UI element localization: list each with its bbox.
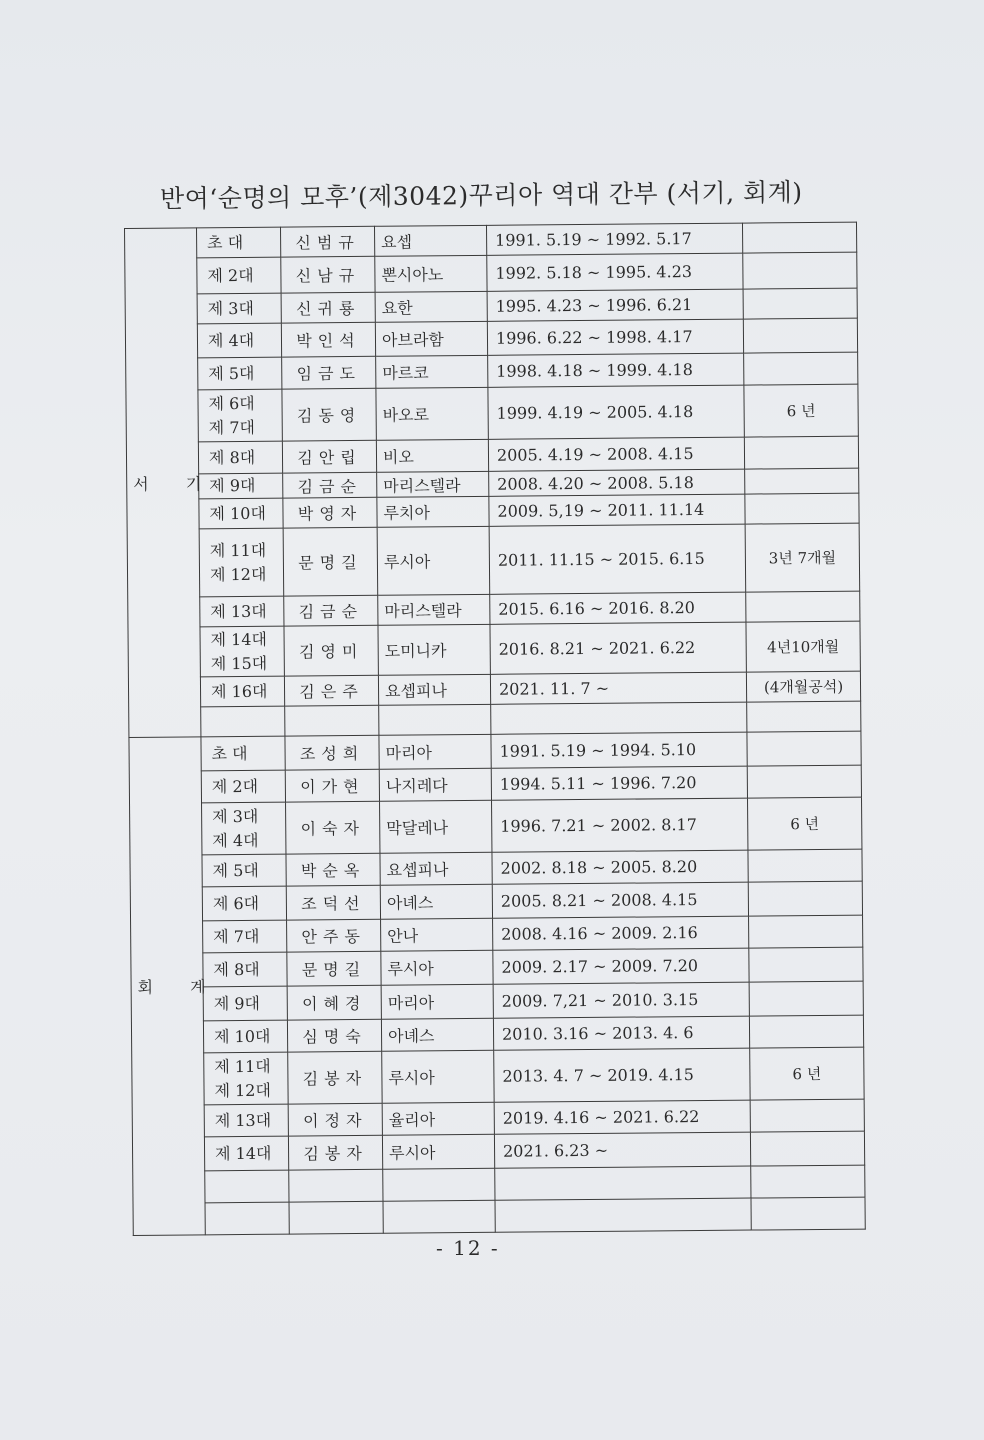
generation-label: 초 대 (211, 743, 248, 763)
generation-label: 제 6대 (208, 393, 255, 413)
generation-cell (203, 952, 287, 987)
officer-name: 김금순 (284, 595, 378, 626)
officer-name: 이정자 (288, 1103, 382, 1136)
generation-cell (197, 323, 281, 358)
baptismal-name: 마리스텔라 (378, 594, 490, 625)
term-note (743, 318, 857, 353)
baptismal-name: 마리스텔라 (377, 471, 489, 497)
term-period: 2021. 11. 7 ~ (490, 672, 746, 704)
term-note (750, 1099, 864, 1132)
generation-label: 제 10대 (209, 503, 266, 523)
baptismal-name: 율리아 (382, 1102, 494, 1135)
generation-label: 제 8대 (208, 447, 256, 467)
table-row (133, 1197, 865, 1235)
officer-name (289, 1169, 383, 1202)
term-period: 2002. 8.18 ~ 2005. 8.20 (492, 850, 748, 884)
generation-label: 제 11대 (209, 540, 267, 560)
baptismal-name: 요셉피나 (378, 674, 490, 705)
generation-cell (198, 389, 282, 442)
officer-name: 조성희 (285, 735, 379, 770)
generation-label: 제 3대 (212, 806, 259, 826)
baptismal-name: 아녜스 (381, 1018, 493, 1051)
term-period: 2021. 6.23 ~ (494, 1132, 750, 1168)
officer-name (289, 1201, 383, 1234)
term-period: 1998. 4.18 ~ 1999. 4.18 (488, 353, 744, 387)
section-label: 회 계 (129, 737, 205, 1236)
officers-table-container (124, 222, 865, 1236)
term-note (747, 731, 861, 766)
term-note (746, 591, 860, 622)
term-note: 4년10개월 (746, 621, 860, 672)
baptismal-name: 안나 (381, 918, 493, 951)
term-period: 2009. 7,21 ~ 2010. 3.15 (493, 982, 749, 1018)
baptismal-name: 루시아 (377, 526, 490, 595)
generation-cell (203, 1020, 287, 1053)
generation-label: 제 11대 (214, 1056, 271, 1076)
generation-cell (202, 802, 286, 855)
baptismal-name (383, 1168, 495, 1201)
officer-name: 김동영 (282, 388, 376, 441)
baptismal-name: 마리아 (381, 984, 493, 1019)
baptismal-name: 루치아 (377, 496, 489, 527)
table-row (130, 797, 862, 855)
baptismal-name: 도미니카 (378, 624, 490, 675)
officer-name (285, 705, 379, 736)
officer-name: 임금도 (282, 356, 376, 389)
officer-name: 신귀룡 (281, 292, 375, 323)
generation-cell (202, 886, 286, 921)
baptismal-name (379, 704, 491, 735)
generation-label: 제 4대 (212, 830, 259, 850)
generation-label: 제 16대 (210, 681, 268, 701)
generation-cell (199, 473, 283, 499)
term-note (743, 252, 857, 289)
officer-name: 이가현 (285, 769, 379, 802)
officer-name: 김봉자 (288, 1135, 382, 1170)
term-period: 1995. 4.23 ~ 1996. 6.21 (487, 289, 743, 321)
generation-label: 제 10대 (213, 1026, 271, 1046)
generation-cell (198, 357, 282, 390)
officers-table (124, 222, 866, 1236)
officer-name: 조덕선 (286, 885, 380, 920)
term-period: 1996. 6.22 ~ 1998. 4.17 (487, 319, 743, 355)
generation-label: 제 9대 (209, 475, 256, 496)
term-note (749, 981, 863, 1016)
generation-label: 제 2대 (211, 776, 259, 796)
baptismal-name: 뽄시아노 (375, 255, 487, 292)
generation-cell (204, 1136, 288, 1171)
term-note (745, 493, 859, 524)
generation-cell (204, 1052, 288, 1105)
officer-name: 김안립 (282, 440, 376, 473)
term-note (749, 1015, 863, 1048)
generation-label: 제 13대 (210, 601, 267, 621)
officer-name: 김영미 (284, 625, 378, 676)
term-period: 1996. 7.21 ~ 2002. 8.17 (492, 798, 748, 852)
term-note: 3년 7개월 (745, 523, 860, 592)
term-note (751, 1165, 865, 1198)
generation-label (211, 721, 278, 722)
officer-name: 김은주 (284, 675, 378, 706)
term-note (742, 222, 856, 253)
officer-name: 심명숙 (287, 1019, 381, 1052)
baptismal-name: 루시아 (382, 1050, 494, 1103)
generation-label: 제 7대 (208, 417, 256, 437)
table-row (128, 621, 860, 677)
generation-cell (203, 920, 287, 953)
officer-name: 안주동 (287, 919, 381, 952)
term-note (745, 468, 859, 494)
term-note (747, 701, 861, 732)
baptismal-name: 요셉 (374, 225, 486, 256)
baptismal-name (383, 1200, 495, 1233)
baptismal-name: 마르코 (376, 355, 488, 388)
term-period: 2008. 4.16 ~ 2009. 2.16 (493, 916, 749, 950)
generation-label: 제 2대 (207, 265, 254, 285)
term-period: 1991. 5.19 ~ 1994. 5.10 (491, 732, 747, 768)
baptismal-name: 막달레나 (380, 800, 492, 853)
term-note (743, 288, 857, 319)
generation-cell (199, 498, 283, 529)
generation-cell (197, 227, 281, 258)
term-note (749, 915, 863, 948)
generation-label: 제 9대 (213, 993, 261, 1013)
officer-name: 문명길 (287, 951, 381, 986)
officer-name: 김금순 (283, 472, 377, 498)
generation-cell (204, 1104, 288, 1137)
generation-cell (205, 1202, 289, 1235)
table-row (132, 1047, 864, 1105)
generation-label: 제 8대 (213, 959, 260, 979)
term-note: (4개월공석) (746, 671, 860, 702)
term-period: 2005. 4.19 ~ 2008. 4.15 (488, 437, 744, 471)
term-period: 2016. 8.21 ~ 2021. 6.22 (490, 622, 746, 674)
generation-label: 제 5대 (208, 363, 255, 383)
generation-cell (203, 986, 287, 1021)
term-note (744, 352, 858, 385)
term-note (748, 849, 862, 882)
term-period: 2008. 4.20 ~ 2008. 5.18 (489, 469, 745, 496)
term-period: 2009. 2.17 ~ 2009. 7.20 (493, 948, 749, 984)
officer-name: 박인석 (281, 322, 375, 357)
term-period: 2019. 4.16 ~ 2021. 6.22 (494, 1100, 750, 1134)
generation-label: 제 14대 (210, 629, 268, 649)
generation-cell (201, 736, 285, 771)
baptismal-name: 루시아 (382, 1134, 494, 1169)
term-note (750, 1131, 864, 1166)
generation-cell (202, 854, 286, 887)
term-note (744, 436, 858, 469)
generation-label: 제 7대 (213, 926, 260, 946)
generation-label: 제 6대 (212, 893, 260, 913)
generation-cell (200, 596, 284, 627)
term-period (491, 702, 747, 734)
officer-name: 김봉자 (288, 1051, 382, 1104)
term-period: 1991. 5.19 ~ 1992. 5.17 (486, 223, 742, 255)
page-title: 반여‘순명의 모후’(제3042)꾸리아 역대 간부 (서기, 회계) (159, 177, 803, 214)
baptismal-name: 마리아 (379, 734, 491, 769)
generation-cell (201, 706, 285, 737)
officer-name: 이숙자 (286, 801, 380, 854)
term-period: 2009. 5,19 ~ 2011. 11.14 (489, 494, 745, 526)
term-note (751, 1197, 865, 1230)
generation-label: 제 14대 (214, 1143, 272, 1163)
baptismal-name: 바오로 (376, 387, 488, 440)
section-label: 서 기 (125, 228, 201, 738)
baptismal-name: 아녜스 (380, 884, 492, 919)
generation-label: 제 15대 (210, 653, 268, 673)
baptismal-name: 요셉피나 (380, 852, 492, 885)
officer-name: 박순옥 (286, 853, 380, 886)
term-note (749, 947, 863, 982)
table-row (126, 384, 858, 442)
generation-cell (200, 626, 284, 677)
baptismal-name: 루시아 (381, 950, 493, 985)
officer-name: 문명길 (283, 527, 378, 596)
officer-name: 신남규 (281, 256, 375, 293)
baptismal-name: 요한 (375, 291, 487, 322)
officer-name: 신범규 (280, 226, 374, 257)
generation-cell (199, 528, 284, 597)
generation-label: 제 4대 (207, 330, 255, 350)
generation-cell (198, 441, 282, 474)
term-period: 2013. 4. 7 ~ 2019. 4.15 (494, 1048, 750, 1102)
term-period: 1994. 5.11 ~ 1996. 7.20 (491, 766, 747, 800)
generation-cell (197, 293, 281, 324)
term-note: 6 년 (747, 797, 861, 850)
term-period (495, 1166, 751, 1200)
baptismal-name: 아브라함 (375, 321, 487, 356)
generation-label: 제 13대 (214, 1110, 272, 1130)
baptismal-name: 비오 (376, 439, 488, 472)
term-note: 6 년 (750, 1047, 864, 1100)
term-period: 2015. 6.16 ~ 2016. 8.20 (490, 592, 746, 624)
term-period: 1992. 5.18 ~ 1995. 4.23 (487, 253, 743, 291)
term-note: 6 년 (744, 384, 858, 437)
generation-label: 초 대 (207, 232, 244, 252)
term-note (748, 881, 862, 916)
generation-label (216, 1218, 283, 1219)
generation-cell (201, 770, 285, 803)
term-period (495, 1198, 751, 1232)
table-row (127, 523, 860, 597)
page-number: - 12 - (436, 1236, 500, 1260)
term-period: 2011. 11.15 ~ 2015. 6.15 (489, 524, 746, 594)
generation-cell (205, 1170, 289, 1203)
generation-label: 제 12대 (214, 1080, 271, 1100)
term-period: 2010. 3.16 ~ 2013. 4. 6 (493, 1016, 749, 1050)
generation-cell (197, 257, 281, 294)
generation-label: 제 5대 (212, 860, 259, 880)
generation-label: 제 12대 (209, 564, 267, 584)
officer-name: 이혜경 (287, 985, 381, 1020)
term-note (747, 765, 861, 798)
officer-name: 박영자 (283, 497, 377, 528)
generation-cell (200, 676, 284, 707)
term-period: 1999. 4.19 ~ 2005. 4.18 (488, 385, 744, 439)
generation-label (215, 1186, 282, 1187)
term-period: 2005. 8.21 ~ 2008. 4.15 (492, 882, 748, 918)
baptismal-name: 나지레다 (379, 768, 491, 801)
generation-label: 제 3대 (207, 298, 254, 318)
